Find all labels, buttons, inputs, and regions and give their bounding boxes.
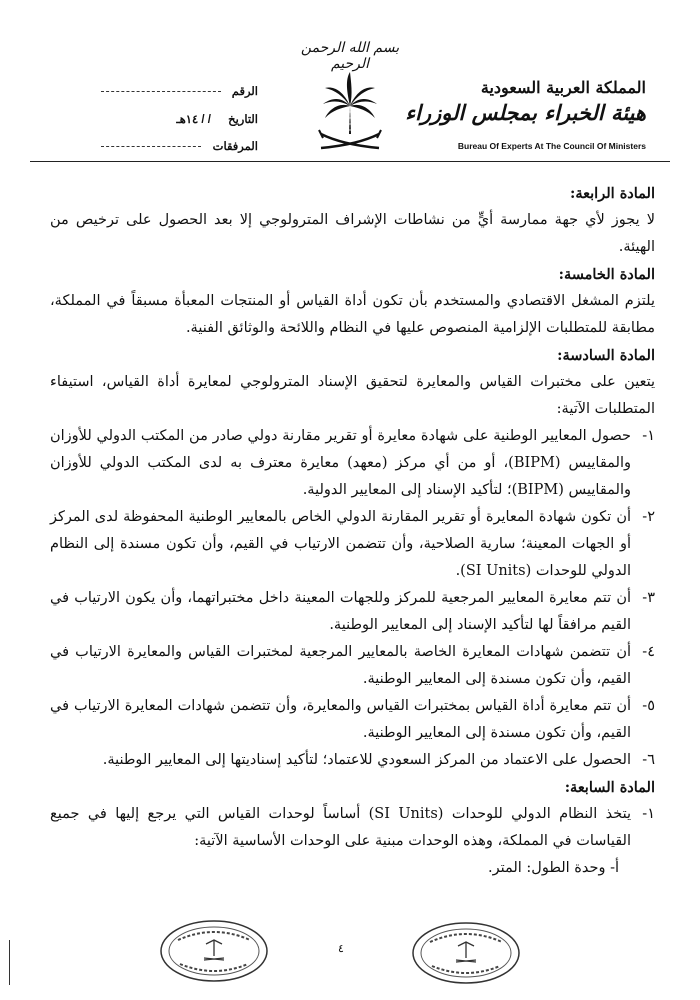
- article-7-heading: المادة السابعة:: [564, 779, 655, 796]
- list-item-number: ٤-: [642, 644, 655, 660]
- official-seal-left-icon: [158, 918, 270, 984]
- list-item-number: ٢-: [642, 509, 655, 525]
- list-item-number: ٣-: [642, 590, 655, 606]
- list-item: [50, 801, 655, 855]
- date-value: / / ١٤هـ: [176, 114, 211, 126]
- attachments-label: المرفقات: [212, 141, 258, 153]
- bismillah-calligraphy: بسم الله الرحمن الرحيم: [300, 40, 400, 72]
- attachments-field: [58, 139, 258, 153]
- sub-item: أ- وحدة الطول: المتر.: [488, 860, 619, 876]
- page-number: ٤: [338, 942, 344, 955]
- article-5-heading: المادة الخامسة:: [558, 266, 655, 283]
- kingdom-title: المملكة العربية السعودية: [480, 78, 646, 97]
- article-6-heading: المادة السادسة:: [557, 347, 655, 364]
- list-item-number: ١-: [642, 428, 655, 444]
- list-item: [50, 585, 655, 639]
- article-4-text: لا يجوز لأي جهة ممارسة أيٍّ من نشاطات الإشراف المترولوجي إلا بعد الحصول على ترخيص من الهيئة.: [50, 212, 655, 255]
- list-item-text: يتخذ النظام الدولي للوحدات (SI Units) أساساً لوحدات القياس التي يرجع إليها في جميع القياسات في المملكة، وهذه الوحدات مبنية على الوحدات الأساسية الآتية:: [50, 806, 631, 849]
- list-item-text: حصول المعايير الوطنية على شهادة معايرة أو تقرير مقارنة دولي صادر من المكتب الدولي للأوزان والمقاييس (BIPM)، أو من أي مركز (معهد) معايرة معترف به لدى المكتب الدولي للأوزان والمقاييس (BIPM)؛ لتأكيد الإسناد إلى المعايير الدولية.: [50, 428, 631, 498]
- number-line: [101, 91, 221, 92]
- list-item-text: أن تتم معايرة المعايير المرجعية للمركز وللجهات المعينة داخل مختبراتهما، وأن يكون الارتياب في القيم مرافقاً لها لتأكيد الإسناد إلى المعايير الوطنية.: [50, 590, 631, 633]
- header-divider: [30, 161, 670, 162]
- scan-margin-line: [9, 940, 10, 985]
- list-item-number: ١-: [642, 806, 655, 822]
- date-field: [58, 112, 258, 126]
- list-item: [50, 693, 655, 747]
- number-field: [58, 84, 258, 98]
- list-item-text: أن تتم معايرة أداة القياس بمختبرات القياس والمعايرة، وأن تتضمن شهادات المعايرة الارتياب في القيم، وأن تكون مسندة إلى المعايير الوطنية.: [50, 698, 631, 741]
- document-body: [50, 180, 655, 882]
- list-item-number: ٥-: [642, 698, 655, 714]
- bureau-title-english: Bureau Of Experts At The Council Of Ministers: [457, 141, 646, 151]
- list-item: [50, 504, 655, 585]
- official-seal-right-icon: [410, 920, 522, 986]
- saudi-emblem-icon: [313, 68, 387, 154]
- article-4-heading: المادة الرابعة:: [570, 185, 655, 202]
- list-item-text: أن تكون شهادة المعايرة أو تقرير المقارنة الدولي الخاص بالمعايير الوطنية المحفوظة لدى المركز أو الجهات المعينة؛ سارية الصلاحية، وأن تتضمن الارتياب في القيم، وأن تكون مسندة إلى النظام الدولي للوحدات (SI Units).: [50, 509, 631, 579]
- list-item-number: ٦-: [642, 752, 655, 768]
- list-item-text: الحصول على الاعتماد من المركز السعودي للاعتماد؛ لتأكيد إسناديتها إلى المعايير الوطنية.: [102, 752, 631, 768]
- number-label: الرقم: [231, 86, 258, 98]
- list-item: [50, 747, 655, 774]
- list-item-text: أن تتضمن شهادات المعايرة الخاصة بالمعايير المرجعية لمختبرات القياس والمعايرة الارتياب في القيم، وأن تكون مسندة إلى المعايير الوطنية.: [50, 644, 631, 687]
- date-label: التاريخ: [228, 114, 258, 126]
- list-item: [50, 639, 655, 693]
- article-5-text: يلتزم المشغل الاقتصادي والمستخدم بأن تكون أداة القياس أو المنتجات المعبأة مسبقاً في المملكة، مطابقة للمتطلبات الإلزامية المنصوص عليها في النظام واللائحة والوثائق الفنية.: [50, 293, 655, 336]
- attachments-line: [101, 146, 201, 147]
- article-6-intro: يتعين على مختبرات القياس والمعايرة لتحقيق الإسناد المترولوجي لمعايرة أداة القياس، استيفاء المتطلبات الآتية:: [50, 374, 655, 417]
- list-item: [50, 423, 655, 504]
- bureau-title-arabic: هيئة الخبراء بمجلس الوزراء: [405, 100, 646, 125]
